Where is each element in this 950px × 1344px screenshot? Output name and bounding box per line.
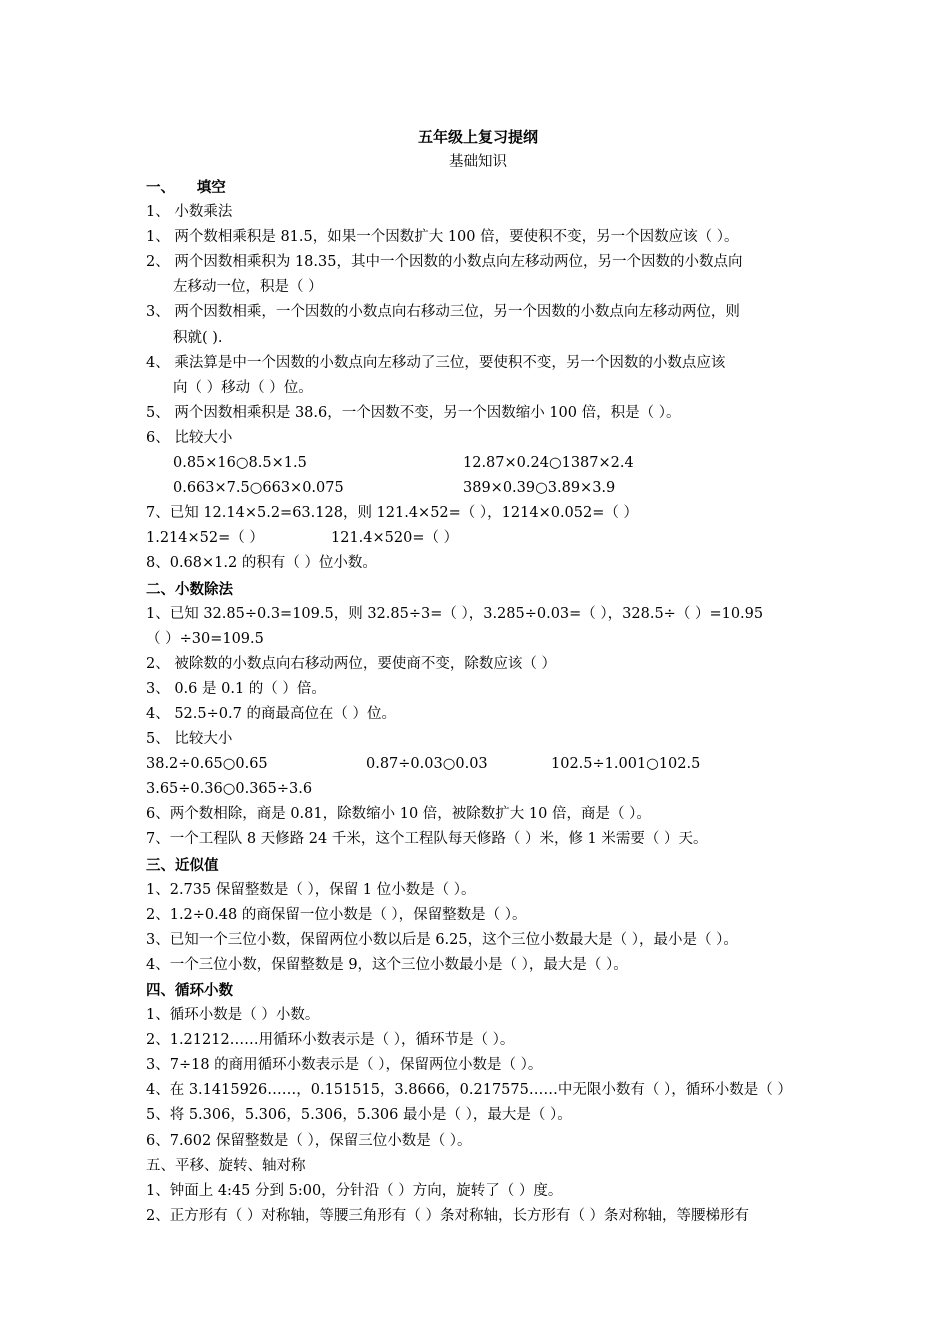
text-line: 1、循环小数是（ ）小数。 [146, 1007, 320, 1024]
section-heading: 二、小数除法 [146, 580, 233, 598]
comparison-item: 102.5÷1.001○102.5 [551, 756, 701, 773]
text-line: 左移动一位，积是（ ） [173, 279, 323, 296]
text-line: 4、 52.5÷0.7 的商最高位在（ ）位。 [146, 705, 397, 722]
text-line: 3、 0.6 是 0.1 的（ ）倍。 [146, 680, 326, 697]
text-line: 5、将 5.306，5.306，5.306，5.306 最小是（ ），最大是（ ）。 [146, 1107, 572, 1124]
text-line: 3.65÷0.36○0.365÷3.6 [146, 781, 313, 798]
comparison-item: 0.85×16○8.5×1.5 [173, 455, 307, 472]
text-line: 6、两个数相除，商是 0.81，除数缩小 10 倍，被除数扩大 10 倍，商是（ ）。 [146, 806, 651, 823]
comparison-item: 121.4×520=（ ） [331, 530, 459, 547]
text-line: 2、正方形有（ ）对称轴，等腰三角形有（ ）条对称轴，长方形有（ ）条对称轴，等腰梯形有 [146, 1207, 750, 1224]
section-heading: 一、 填空 [146, 179, 226, 196]
text-line: 2、1.2÷0.48 的商保留一位小数是（ ），保留整数是（ ）。 [146, 906, 527, 923]
comparison-item: 12.87×0.24○1387×2.4 [463, 455, 634, 472]
text-line: 8、0.68×1.2 的积有（ ）位小数。 [146, 555, 377, 572]
text-line: 1、 两个数相乘积是 81.5，如果一个因数扩大 100 倍，要使积不变，另一个因数应该（ ）。 [146, 229, 739, 246]
text-line: 3、 两个因数相乘，一个因数的小数点向右移动三位，另一个因数的小数点向左移动两位，则 [146, 304, 740, 321]
comparison-item: 0.663×7.5○663×0.075 [173, 480, 344, 497]
text-line: 3、7÷18 的商用循环小数表示是（ ），保留两位小数是（ ）。 [146, 1057, 543, 1074]
text-line: 向（ ）移动（ ）位。 [173, 379, 313, 396]
text-line: 4、一个三位小数，保留整数是 9，这个三位小数最小是（ ），最大是（ ）。 [146, 956, 628, 973]
comparison-item: 389×0.39○3.89×3.9 [463, 480, 616, 497]
text-line: 1、钟面上 4:45 分到 5:00，分针沿（ ）方向，旋转了（ ）度。 [146, 1182, 563, 1199]
comparison-row [146, 752, 810, 777]
text-line: 2、1.21212……用循环小数表示是（ ），循环节是（ ）。 [146, 1032, 515, 1049]
document-subtitle: 基础知识 [449, 154, 507, 170]
text-line: 4、在 3.1415926……，0.151515，3.8666，0.217575……中无限小数有（ ），循环小数是（ ） [146, 1082, 792, 1099]
text-line: 2、 被除数的小数点向右移动两位，要使商不变，除数应该（ ） [146, 655, 556, 672]
section-heading: 四、循环小数 [146, 982, 233, 999]
text-line: 1、 小数乘法 [146, 204, 233, 221]
text-line: （ ）÷30=109.5 [146, 630, 264, 647]
text-line: 7、已知 12.14×5.2=63.128，则 121.4×52=（ ），1214×0.052=（ ） [146, 505, 638, 522]
document-page [146, 124, 810, 1229]
text-line: 5、 两个因数相乘积是 38.6，一个因数不变，另一个因数缩小 100 倍，积是（ ）。 [146, 404, 681, 421]
text-line: 五、平移、旋转、轴对称 [146, 1157, 306, 1174]
text-line: 积就( ). [173, 329, 223, 346]
document-title: 五年级上复习提纲 [417, 128, 538, 146]
text-line: 7、一个工程队 8 天修路 24 千米，这个工程队每天修路（ ）米，修 1 米需要（ ）天。 [146, 831, 708, 848]
comparison-item: 38.2÷0.65○0.65 [146, 756, 268, 773]
text-line: 4、 乘法算是中一个因数的小数点向左移动了三位，要使积不变，另一个因数的小数点应该 [146, 354, 726, 371]
text-line: 2、 两个因数相乘积为 18.35，其中一个因数的小数点向左移动两位，另一个因数的小数点向 [146, 254, 743, 271]
comparison-item: 1.214×52=（ ） [146, 530, 264, 547]
document-body [146, 175, 810, 1229]
comparison-row [146, 526, 810, 551]
text-line: 3、已知一个三位小数，保留两位小数以后是 6.25，这个三位小数最大是（ ），最小是（ ）。 [146, 931, 738, 948]
section-heading: 三、近似值 [146, 856, 219, 874]
text-line: 5、 比较大小 [146, 731, 233, 748]
text-line: 6、 比较大小 [146, 429, 233, 446]
comparison-row [146, 476, 810, 501]
comparison-row [146, 451, 810, 476]
comparison-item: 0.87÷0.03○0.03 [366, 756, 488, 773]
text-line: 1、2.735 保留整数是（ ），保留 1 位小数是（ ）。 [146, 881, 476, 898]
text-line: 6、7.602 保留整数是（ ），保留三位小数是（ ）。 [146, 1132, 472, 1149]
text-line: 1、已知 32.85÷0.3=109.5，则 32.85÷3=（ ），3.285÷0.03=（ ），328.5÷（ ）=10.95 [146, 605, 764, 622]
